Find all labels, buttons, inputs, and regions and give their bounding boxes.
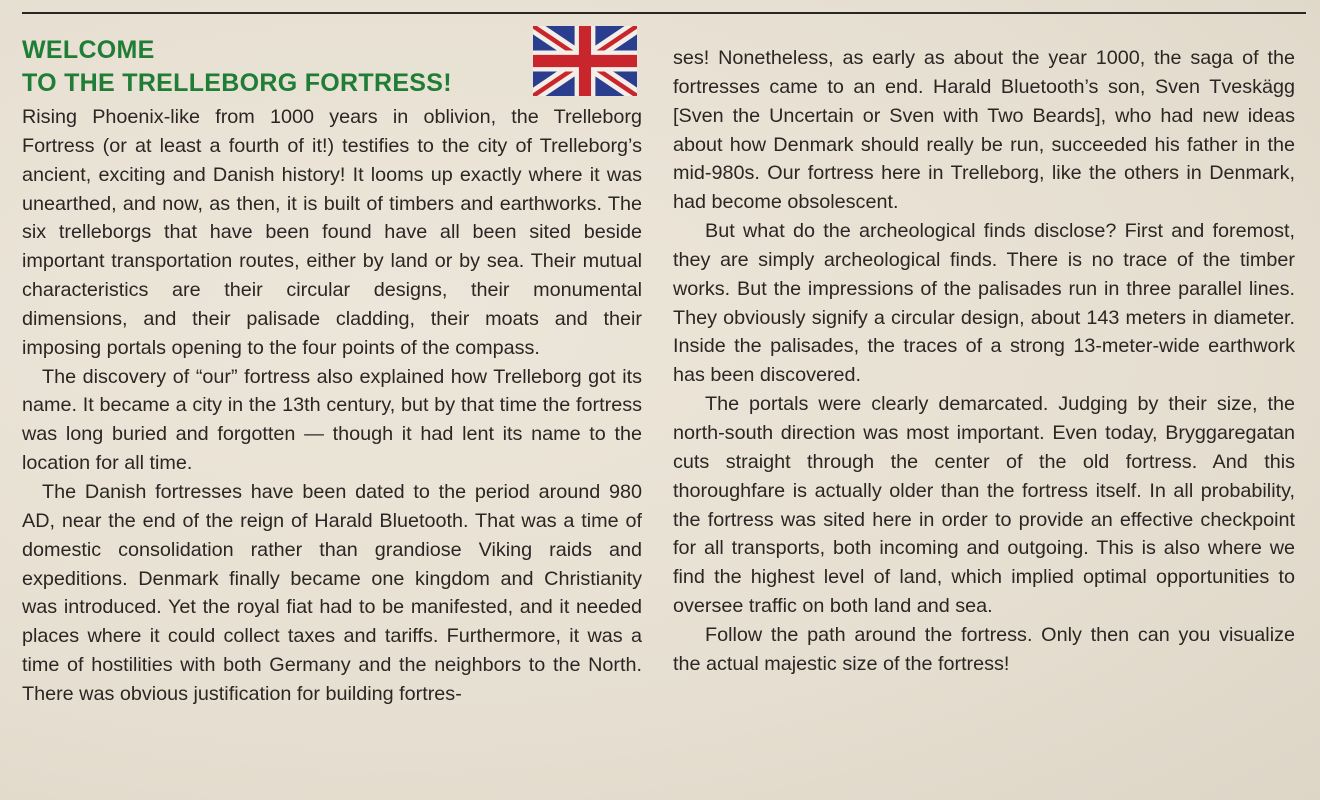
title-line-2: TO THE TRELLEBORG FORTRESS! — [22, 69, 452, 97]
left-paragraph-2: The discovery of “our” fortress also explained how Trelleborg got its name. It became a city in the 13th century, but by that time the fortress was long buried and forgotten — though it had lent its name to the location for all time. — [22, 365, 642, 475]
left-paragraph-1: Rising Phoenix-like from 1000 years in oblivion, the Trelleborg Fortress (or at least a fourth of it!) testifies to the city of Trelleborg’s ancient, exciting and Danish history! It looms up exactly where it was unearthed, and now, as then, it is built of timbers and earthworks. The six trelleborgs that have been found have all been sited beside important transportation routes, either by land or by sea. Their mutual characteristics are their circular designs, their monumental dimensions, and their palisade cladding, their moats and their imposing portals opening to the four points of the compass. — [22, 106, 642, 359]
page-title — [22, 34, 452, 100]
top-divider-rule — [22, 12, 1306, 14]
right-paragraph-1: ses! Nonetheless, as early as about the year 1000, the saga of the fortresses came to an end. Harald Bluetooth’s son, Sven Tveskägg [Sven the Uncertain or Sven with Two Beards], who had new ideas about how Denmark should really be run, succeeded his father in the mid-980s. Our fortress here in Trelleborg, like the others in Denmark, had become obsolescent. — [673, 47, 1295, 214]
right-text-column — [673, 44, 1295, 679]
title-line-1: WELCOME — [22, 36, 155, 64]
left-text-column — [22, 103, 642, 709]
union-jack-flag-icon — [533, 26, 637, 96]
right-paragraph-3: The portals were clearly demarcated. Judging by their size, the north-south direction was most important. Even today, Bryggaregatan cuts straight through the center of the old fortress. And this thoroughfare is actually older than the fortress itself. In all probability, the fortress was sited here in order to provide an effective checkpoint for all transports, both incoming and outgoing. This is also where we find the highest level of land, which implied optimal opportunities to oversee traffic on both land and sea. — [673, 393, 1295, 618]
left-paragraph-3: The Danish fortresses have been dated to the period around 980 AD, near the end of the reign of Harald Bluetooth. That was a time of domestic consolidation rather than grandiose Viking raids and expeditions. Denmark finally became one kingdom and Christianity was introduced. Yet the royal fiat had to be manifested, and it needed places where it could collect taxes and tariffs. Furthermore, it was a time of hostilities with both Germany and the neighbors to the North. There was obvious justification for building fortres- — [22, 480, 642, 705]
right-paragraph-4: Follow the path around the fortress. Only then can you visualize the actual majestic size of the fortress! — [673, 623, 1295, 675]
right-paragraph-2: But what do the archeological finds disclose? First and foremost, they are simply archeological finds. There is no trace of the timber works. But the impressions of the palisades run in three parallel lines. They obviously signify a circular design, about 143 meters in diameter. Inside the palisades, the traces of a strong 13-meter-wide earthwork has been discovered. — [673, 220, 1295, 387]
